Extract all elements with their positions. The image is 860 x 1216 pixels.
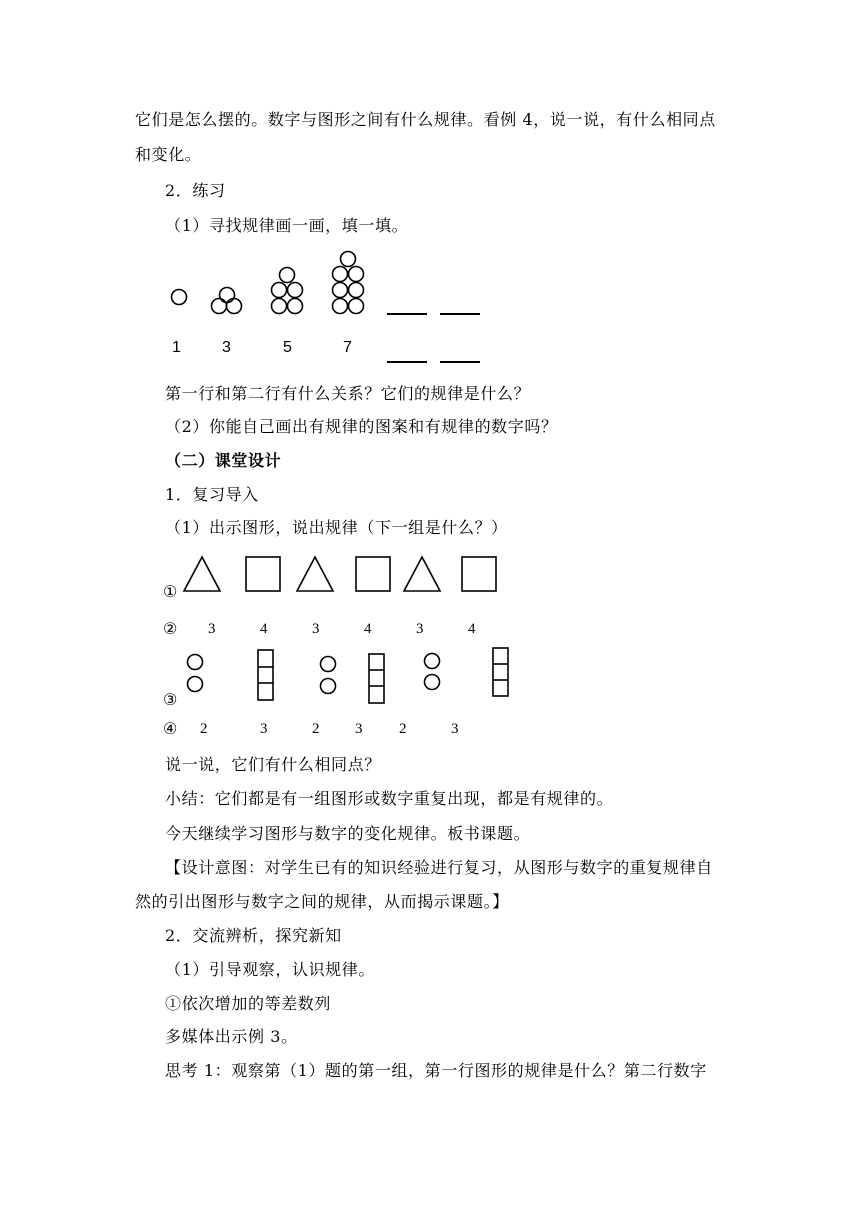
triangle-shape bbox=[184, 557, 220, 591]
row-number: 3 bbox=[355, 721, 363, 737]
row-number: 3 bbox=[208, 621, 216, 637]
text-line: 它们是怎么摆的。数字与图形之间有什么规律。看例 4，说一说，有什么相同点 bbox=[135, 110, 716, 129]
text-line: （1）引导观察，认识规律。 bbox=[165, 960, 375, 979]
pattern-number: 3 bbox=[222, 339, 231, 356]
triangle-shape bbox=[404, 557, 440, 591]
stacked-box bbox=[369, 654, 384, 703]
circle-pair bbox=[188, 655, 203, 692]
circle-pair bbox=[425, 654, 440, 690]
section-heading: 2．练习 bbox=[165, 181, 226, 200]
design-intent: 【设计意图：对学生已有的知识经验进行复习，从图形与数字的重复规律自 bbox=[165, 858, 713, 877]
text-line: 第一行和第二行有什么关系？它们的规律是什么？ bbox=[165, 384, 531, 403]
shape-pattern-figure bbox=[160, 553, 510, 598]
row-number: 4 bbox=[364, 621, 372, 637]
circled-number: ① bbox=[163, 582, 178, 601]
text-line: 思考 1：观察第（1）题的第一组，第一行图形的规律是什么？第二行数字 bbox=[165, 1061, 707, 1080]
section-heading: 1．复习导入 bbox=[165, 485, 259, 504]
text-line: 小结：它们都是有一组图形或数字重复出现，都是有规律的。 bbox=[165, 789, 614, 808]
triangle-shape bbox=[297, 557, 333, 591]
text-line: 今天继续学习图形与数字的变化规律。板书课题。 bbox=[165, 824, 531, 843]
circle-box-pattern-figure bbox=[160, 645, 520, 705]
circle-pair bbox=[321, 657, 336, 694]
circle-group-3 bbox=[212, 288, 242, 314]
circle-group-1 bbox=[172, 290, 187, 305]
design-intent: 然的引出图形与数字之间的规律，从而揭示课题。】 bbox=[135, 892, 509, 911]
stacked-box bbox=[258, 650, 273, 700]
row-number: 4 bbox=[260, 621, 268, 637]
text-line: 说一说，它们有什么相同点？ bbox=[165, 755, 381, 774]
pattern-number: 7 bbox=[343, 339, 352, 356]
text-line: （2）你能自己画出有规律的图案和有规律的数字吗？ bbox=[165, 417, 558, 436]
text-line: ①依次增加的等差数列 bbox=[165, 994, 332, 1013]
section-heading: （二）课堂设计 bbox=[165, 451, 282, 470]
text-line: （1）出示图形，说出规律（下一组是什么？） bbox=[165, 518, 508, 537]
row-number: 2 bbox=[399, 721, 407, 737]
row-number: 3 bbox=[451, 721, 459, 737]
answer-blank bbox=[387, 313, 427, 315]
row-number: 3 bbox=[416, 621, 424, 637]
row-number: 3 bbox=[260, 721, 268, 737]
row-number: 4 bbox=[468, 621, 476, 637]
circle-group-7 bbox=[333, 252, 364, 314]
row-number: 2 bbox=[312, 721, 320, 737]
circle-pattern-figure bbox=[165, 250, 495, 320]
text-line: 多媒体出示例 3。 bbox=[165, 1027, 298, 1046]
square-shape bbox=[462, 557, 496, 591]
pattern-number: 1 bbox=[172, 339, 181, 356]
circle-group-5 bbox=[272, 268, 303, 314]
text-line: （1）寻找规律画一画，填一填。 bbox=[165, 216, 409, 235]
square-shape bbox=[246, 557, 280, 591]
circled-number: ④ bbox=[163, 719, 178, 738]
circled-number: ② bbox=[163, 619, 178, 638]
stacked-box bbox=[493, 648, 508, 696]
row-number: 3 bbox=[312, 621, 320, 637]
pattern-number: 5 bbox=[283, 339, 292, 356]
text-line: 和变化。 bbox=[135, 145, 202, 164]
answer-blank bbox=[440, 361, 480, 363]
circled-number: ③ bbox=[163, 690, 178, 709]
answer-blank bbox=[387, 361, 427, 363]
row-number: 2 bbox=[200, 721, 208, 737]
section-heading: 2．交流辨析，探究新知 bbox=[165, 926, 342, 945]
answer-blank bbox=[440, 313, 480, 315]
square-shape bbox=[356, 557, 390, 591]
